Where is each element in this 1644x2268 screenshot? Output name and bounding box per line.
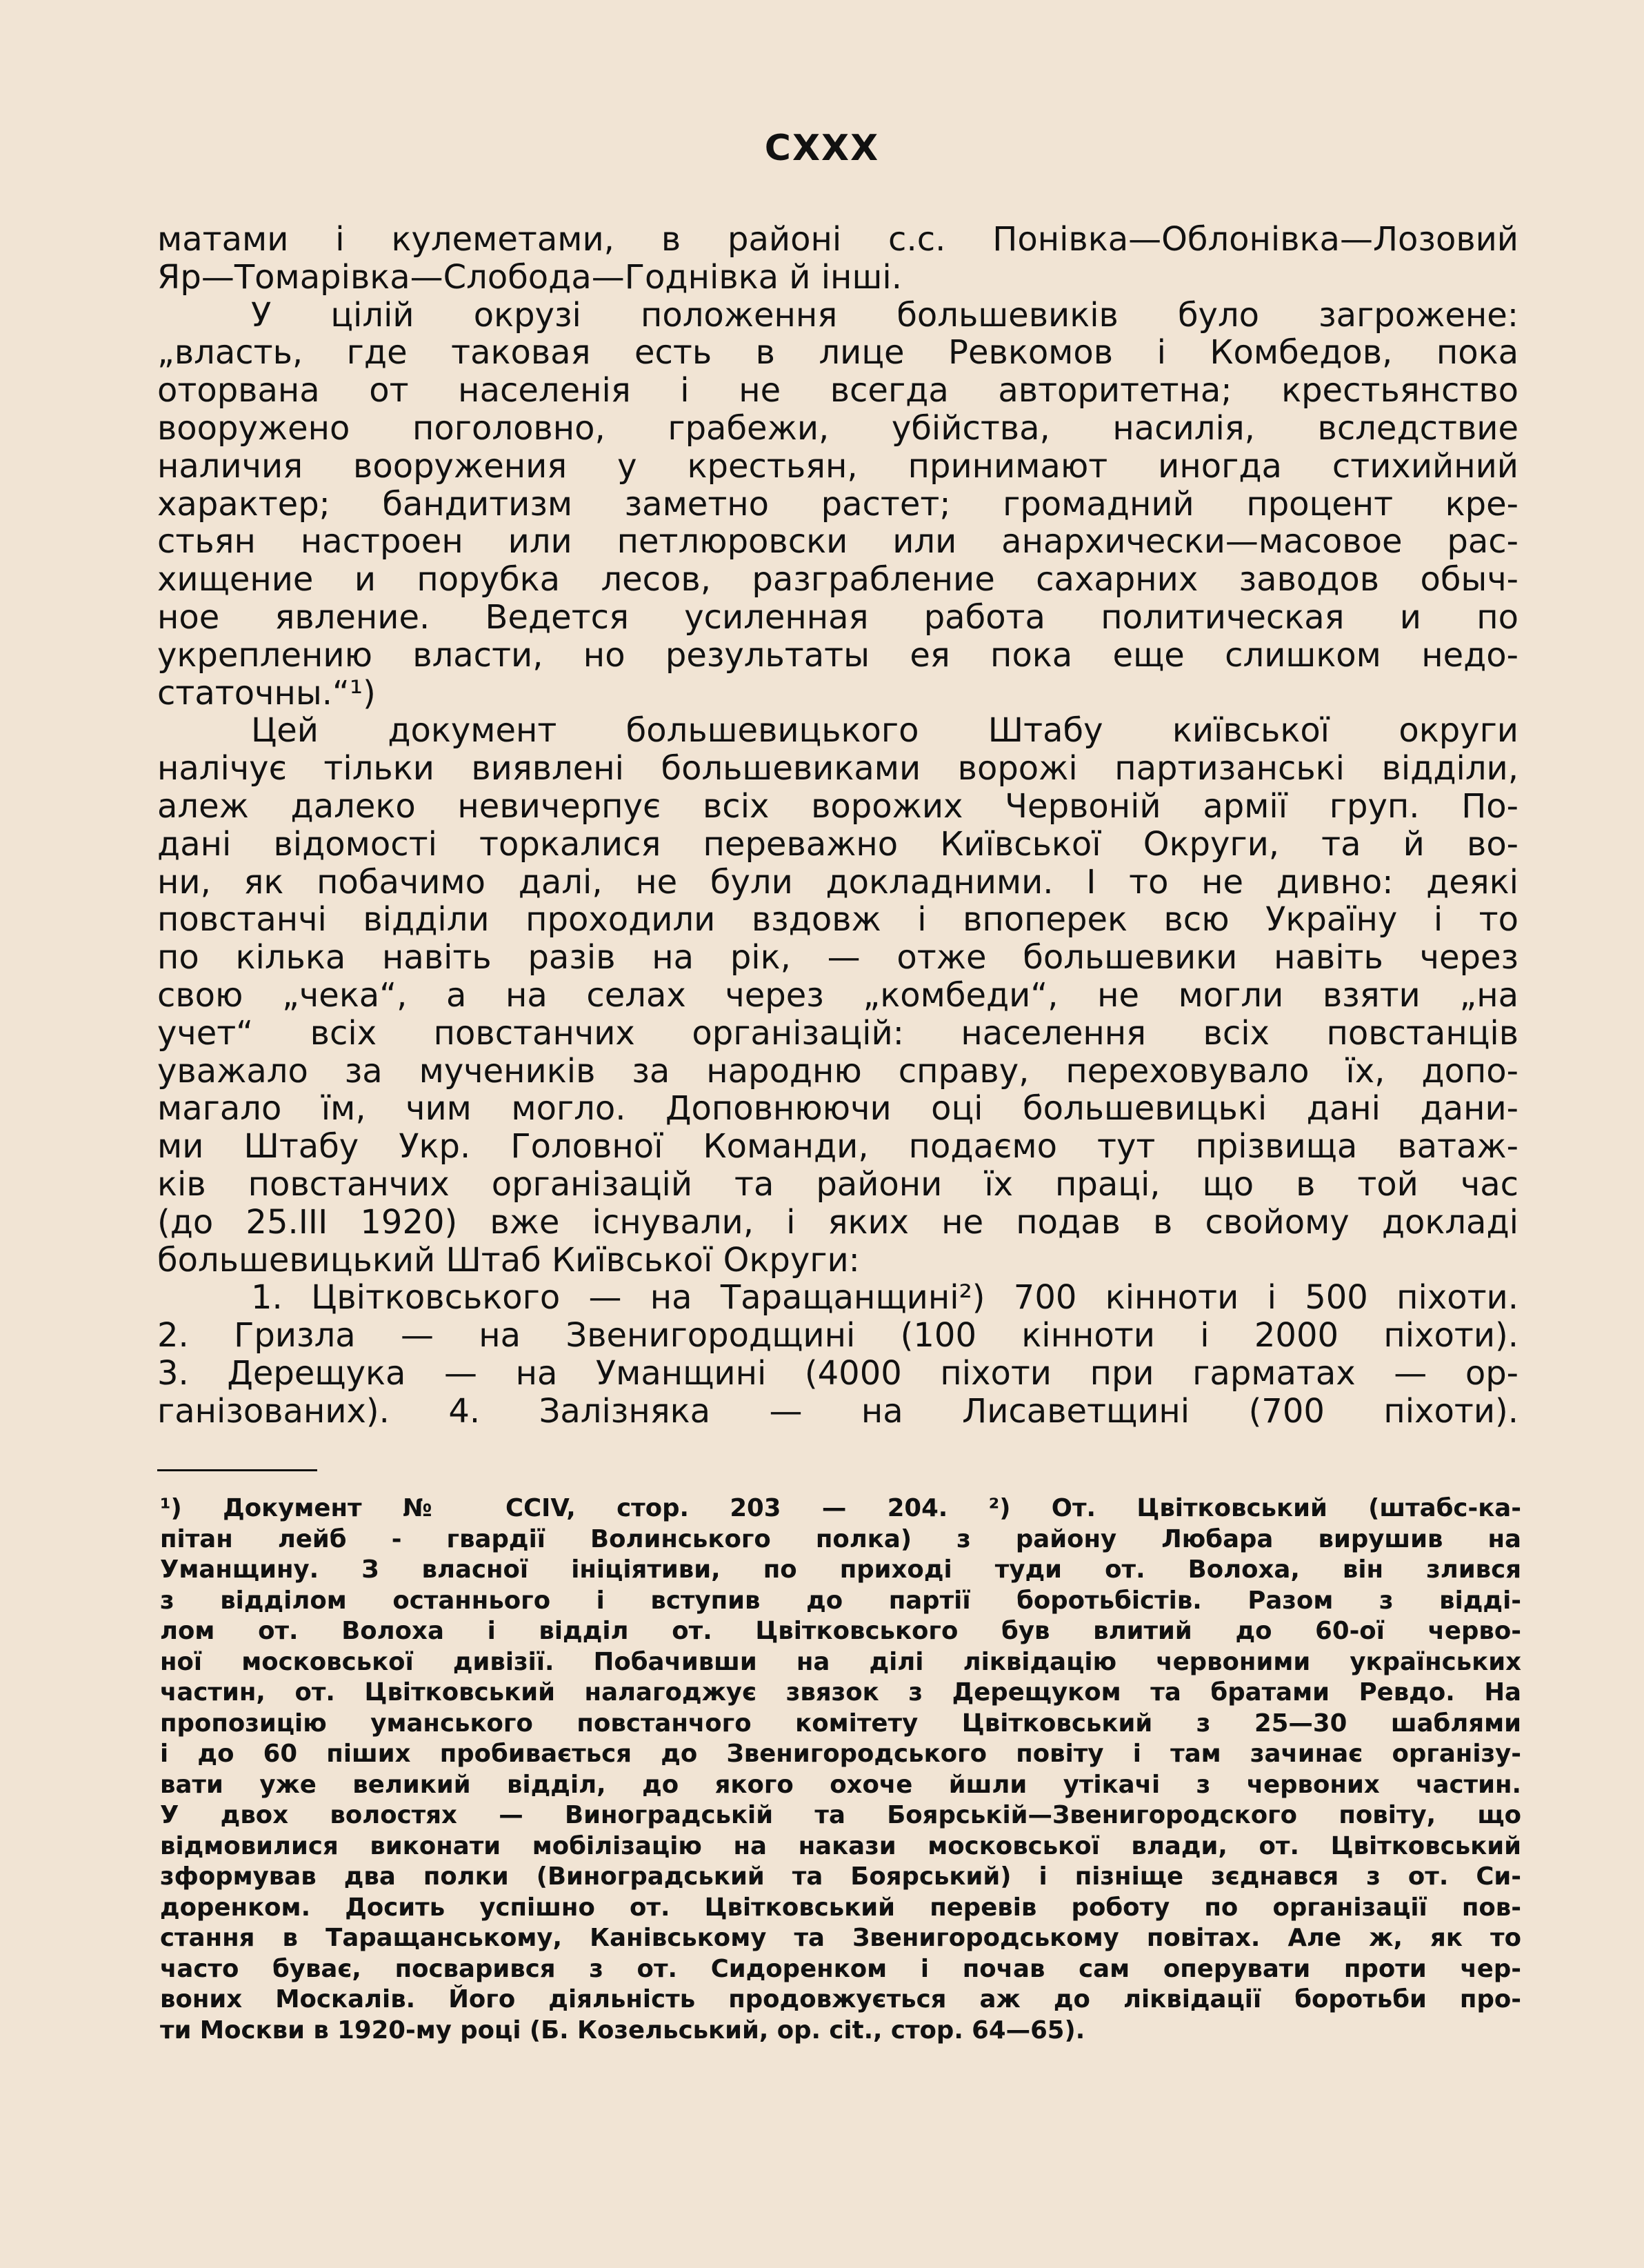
- body-line: ное явление. Ведется усиленная работа политическая и по: [157, 597, 1518, 637]
- body-line: Цей документ большевицького Штабу київської округи: [251, 711, 1518, 750]
- body-line: магало їм, чим могло. Доповнюючи оці большевицькі дані дани-: [157, 1089, 1518, 1128]
- body-line: характер; бандитизм заметно растет; громадний процент кре-: [157, 484, 1518, 524]
- body-line: стьян настроен или петлюровски или анархически—масовое рас-: [157, 522, 1518, 561]
- body-line: ми Штабу Укр. Головної Команди, подаємо тут прізвища ватаж-: [157, 1127, 1518, 1166]
- footnotes: [160, 1493, 1521, 2046]
- footnote-line: часто буває, посварився з от. Сидоренком і почав сам оперувати проти чер-: [160, 1954, 1521, 1983]
- body-line: „власть, где таковая есть в лице Ревкомов і Комбедов, пока: [157, 333, 1518, 372]
- footnote-line: Уманщину. З власної ініціятиви, по приході туди от. Волоха, він злився: [160, 1555, 1521, 1584]
- body-line: 1. Цвітковського — на Таращанщині²) 700 кінноти і 500 піхоти.: [251, 1278, 1518, 1317]
- body-line: ни, як побачимо далі, не були докладними. І то не дивно: деякі: [157, 862, 1518, 902]
- footnote-line: ної московської дивізії. Побачивши на ділі ліквідацію червоними українських: [160, 1647, 1521, 1676]
- body-line: Яр—Томарівка—Слобода—Годнівка й інші.: [157, 257, 902, 297]
- body-line: учет“ всіх повстанчих організацій: населення всіх повстанців: [157, 1013, 1518, 1053]
- footnote-line: пропозицію уманського повстанчого комітету Цвітковський з 25—30 шаблями: [160, 1709, 1521, 1738]
- body-line: налічує тільки виявлені большевиками ворожі партизанські відділи,: [157, 749, 1518, 788]
- body-line: У цілій окрузі положення большевиків було загрожене:: [251, 295, 1518, 335]
- footnote-rule: [157, 1469, 317, 1471]
- body-line: по кілька навіть разів на рік, — отже большевики навіть через: [157, 938, 1518, 977]
- body-line: оторвана от населенія і не всегда авторитетна; крестьянство: [157, 371, 1518, 410]
- body-line: статочны.“¹): [157, 673, 376, 713]
- footnote-line: стання в Таращанському, Канівському та Звенигородському повітах. Але ж, як то: [160, 1924, 1521, 1952]
- footnote-line: ¹) Документ № CCIV, стор. 203 — 204. ²) От. Цвітковський (штабс-ка-: [160, 1494, 1521, 1522]
- body-line: матами і кулеметами, в районі с.с. Понівка—Облонівка—Лозовий: [157, 220, 1518, 259]
- body-line: (до 25.III 1920) вже існували, і яких не подав в свойому докладі: [157, 1202, 1518, 1242]
- footnote-line: частин, от. Цвітковський налагоджує звязок з Дерещуком та братами Ревдо. На: [160, 1678, 1521, 1707]
- body-line: вооружено поголовно, грабежи, убійства, насилія, вследствие: [157, 408, 1518, 448]
- page-number: CXXX: [764, 128, 880, 169]
- footnote-line: зформував два полки (Виноградський та Боярський) і пізніще зєднався з от. Си-: [160, 1862, 1521, 1891]
- footnote-line: з відділом останнього і вступив до партії боротьбістів. Разом з відді-: [160, 1586, 1521, 1615]
- body-line: ганізованих). 4. Залізняка — на Лисаветщині (700 піхоти).: [157, 1391, 1518, 1431]
- footnote-line: воних Москалів. Його діяльність продовжується аж до ліквідації боротьби про-: [160, 1985, 1521, 2013]
- body-line: алеж далеко невичерпує всіх ворожих Червоній армії груп. По-: [157, 786, 1518, 826]
- body-line: дані відомості торкалися переважно Київської Округи, та й во-: [157, 824, 1518, 864]
- body-line: большевицький Штаб Київської Округи:: [157, 1240, 860, 1280]
- body-text: [157, 221, 1518, 1431]
- footnote-line: У двох волостях — Виноградській та Боярській—Звенигородского повіту, що: [160, 1801, 1521, 1829]
- footnote-line: і до 60 піших пробивається до Звенигородського повіту і там зачинає організу-: [160, 1740, 1521, 1768]
- body-line: уважало за мучеників за народню справу, переховувало їх, допо-: [157, 1051, 1518, 1091]
- footnote-line: вати уже великий відділ, до якого охоче йшли утікачі з червоних частин.: [160, 1770, 1521, 1799]
- body-line: повстанчі відділи проходили вздовж і впоперек всю Україну і то: [157, 900, 1518, 939]
- footnote-line: відмовилися виконати мобілізацію на накази московської влади, от. Цвітковський: [160, 1831, 1521, 1860]
- footnote-line: ти Москви в 1920-му році (Б. Козельський, ор. cit., стор. 64—65).: [160, 2016, 1085, 2045]
- body-line: свою „чека“, а на селах через „комбеди“, не могли взяти „на: [157, 975, 1518, 1015]
- body-line: наличия вооружения у крестьян, принимают иногда стихийний: [157, 446, 1518, 486]
- body-line: ків повстанчих організацій та райони їх праці, що в той час: [157, 1164, 1518, 1204]
- body-line: 2. Гризла — на Звенигородщині (100 кінноти і 2000 піхоти).: [157, 1316, 1518, 1355]
- footnote-line: лом от. Волоха і відділ от. Цвітковського був влитий до 60-ої черво-: [160, 1617, 1521, 1645]
- footnote-line: доренком. Досить успішно от. Цвітковський перевів роботу по організації пов-: [160, 1893, 1521, 1922]
- footnote-line: пітан лейб - гвардії Волинського полка) з району Любара вирушив на: [160, 1524, 1521, 1553]
- body-line: хищение и порубка лесов, разграбление сахарних заводов обыч-: [157, 560, 1518, 599]
- body-line: укреплению власти, но результаты ея пока еще слишком недо-: [157, 635, 1518, 675]
- body-line: 3. Дерещука — на Уманщині (4000 піхоти при гарматах — ор-: [157, 1353, 1518, 1393]
